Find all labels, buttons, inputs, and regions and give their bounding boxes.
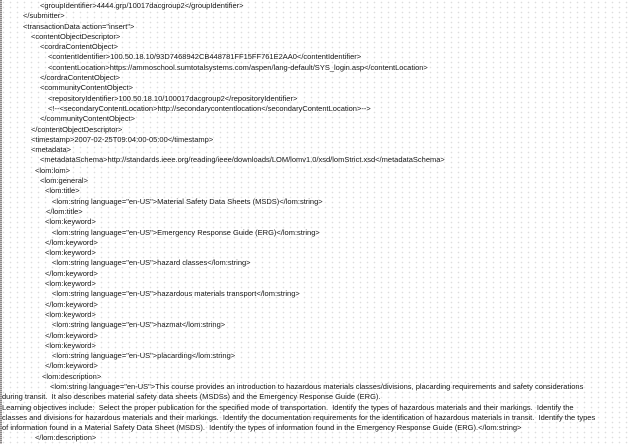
xml-line: </lom:keyword> — [45, 361, 98, 371]
xml-line: <lom:description> — [42, 371, 102, 381]
xml-line: <contentLocation>https://ammoschool.sumtotalsystems.com/aspen/lang-default/SYS_login.asp</contentLocation> — [48, 62, 428, 72]
xml-line: <cordraContentObject> — [40, 42, 118, 52]
xml-line: <lom:lom> — [35, 165, 71, 175]
xml-line: <lom:keyword> — [45, 248, 96, 258]
xml-line: </submitter> — [23, 11, 65, 21]
xml-line: <lom:string language="en-US">hazardous materials transport</lom:string> — [52, 289, 300, 299]
xml-line: classes and divisions for hazardous materials and their markings. Identify the documentation requirements for the identification of hazardous materials in transit. Identify the types — [2, 412, 596, 422]
xml-line: <lom:keyword> — [45, 217, 96, 227]
xml-line: <lom:string language="en-US">hazmat</lom:string> — [52, 320, 226, 330]
xml-line: <timestamp>2007-02-25T09:04:00-05:00</timestamp> — [31, 134, 214, 144]
xml-line: <lom:general> — [40, 176, 88, 186]
xml-line: <lom:string language="en-US">Material Safety Data Sheets (MSDS)</lom:string> — [52, 196, 323, 206]
xml-line: </lom:keyword> — [45, 299, 98, 309]
xml-line: of information found in a Material Safety Data Sheet (MSDS). Identify the types of information found in the Emergency Response Guide (ERG).</lom:string> — [2, 423, 522, 433]
xml-document — [2, 1, 629, 444]
xml-line: <contentObjectDescriptor> — [31, 31, 121, 41]
xml-line: <lom:string language="en-US">placarding</lom:string> — [52, 351, 236, 361]
xml-line: <lom:keyword> — [45, 279, 96, 289]
xml-line: <metadataSchema>http://standards.ieee.org/reading/ieee/downloads/LOM/lomv1.0/xsd/lomStrict.xsd</metadataSchema> — [40, 155, 445, 165]
xml-line: </lom:keyword> — [45, 268, 98, 278]
xml-line: </communityContentObject> — [40, 114, 136, 124]
xml-line: <lom:string language="en-US">Emergency Response Guide (ERG)</lom:string> — [52, 227, 320, 237]
xml-line: <contentIdentifier>100.50.18.10/93D7468942CB448781FF15FF761E2AA0</contentIdentifier> — [48, 52, 362, 62]
xml-line: Learning objectives include: Select the proper publication for the specified mode of transportation. Identify the types of hazardous materials and their markings. Identify the — [2, 402, 574, 412]
xml-line: <lom:keyword> — [45, 309, 96, 319]
xml-line: during transit. It also describes material safety data sheets (MSDSs) and the Emergency Response Guide (ERG). — [2, 392, 381, 402]
xml-line: <groupIdentifier>4444.grp/10017dacgroup2</groupIdentifier> — [40, 1, 244, 10]
xml-line: <metadata> — [31, 145, 72, 155]
xml-line: <lom:string language="en-US">This course provides an introduction to hazardous materials classes/divisions, placarding requirements and safety considerations — [50, 381, 584, 391]
xml-line: <lom:string language="en-US">hazard classes</lom:string> — [52, 258, 251, 268]
xml-line: </lom:keyword> — [45, 330, 98, 340]
xml-line: <communityContentObject> — [40, 83, 133, 93]
xml-line: <lom:keyword> — [45, 340, 96, 350]
xml-line: </lom:keyword> — [45, 237, 98, 247]
xml-line: </lom:title> — [46, 206, 83, 216]
xml-line: </lom:description> — [35, 433, 97, 443]
xml-line: </cordraContentObject> — [40, 73, 121, 83]
xml-line: <repositoryIdentifier>100.50.18.10/100017dacgroup2</repositoryIdentifier> — [48, 93, 298, 103]
xml-line: </contentObjectDescriptor> — [31, 124, 123, 134]
xml-line: <lom:title> — [45, 186, 80, 196]
xml-line: <transactionData action="insert"> — [23, 21, 135, 31]
xml-line: <!--<secondaryContentLocation>http://secondarycontentlocation</secondaryContentLocation>--> — [48, 103, 371, 113]
